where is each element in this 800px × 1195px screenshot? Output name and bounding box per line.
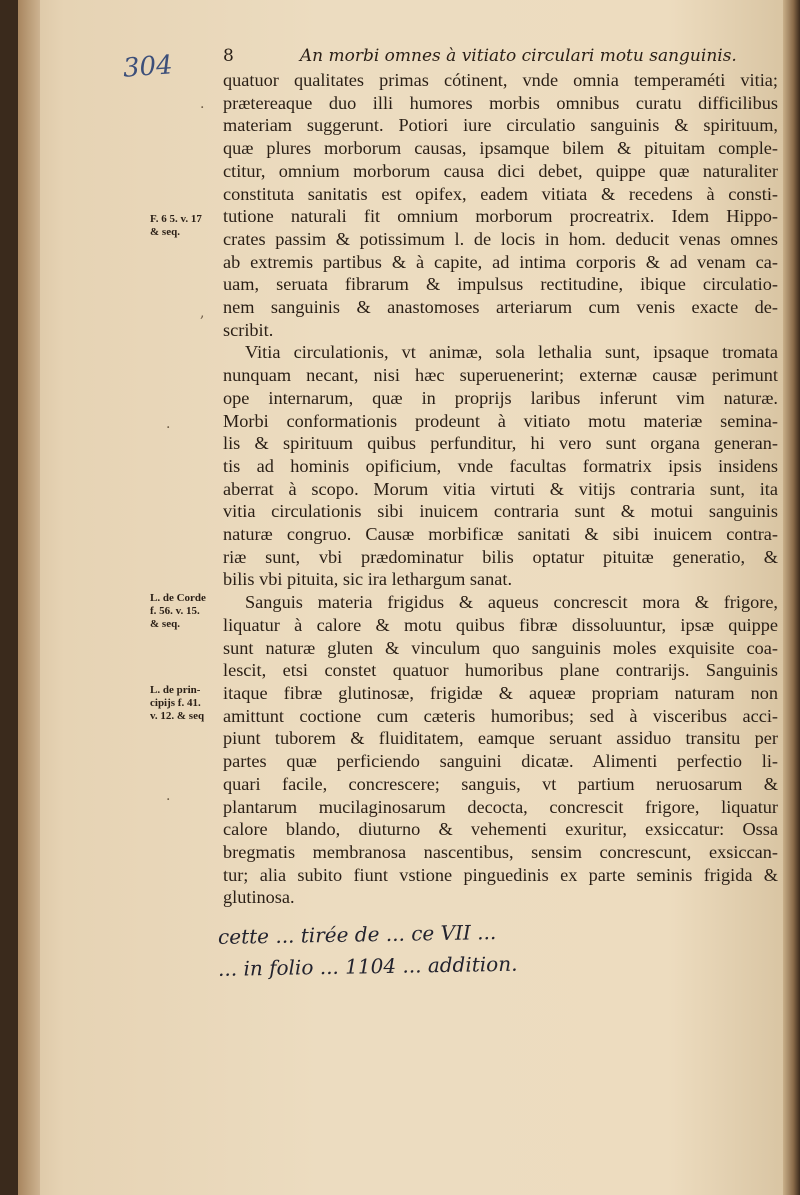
text-line: crates passim & potissimum l. de locis in hom. deducit venas omnes	[223, 228, 778, 249]
stray-mark: ·	[166, 792, 171, 808]
page-number: 8	[223, 46, 234, 66]
running-head	[223, 46, 743, 66]
text-line: scribit.	[223, 319, 274, 340]
text-line: nem sanguinis & anastomoses arteriarum cum venis exacte de-	[223, 297, 778, 318]
book-gutter	[18, 0, 40, 1195]
text-line: glutinosa.	[223, 887, 295, 908]
text-line: liquatur à calore & motu quibus fibræ dissoluuntur, ipsæ quippe	[223, 614, 778, 635]
body-text	[223, 69, 778, 909]
text-line: quæ plures morborum causas, ipsamque bilem & pituitam comple-	[223, 138, 778, 159]
text-line: aberrat à scopo. Morum vitia virtuti & vitijs contraria sunt, ita	[223, 478, 778, 499]
text-line: tutione naturali fit omnium morborum procreatrix. Idem Hippo-	[223, 206, 778, 227]
text-line: calore blando, diuturno & vehementi exuritur, exsiccatur: Ossa	[223, 819, 778, 840]
text-line: sunt naturæ gluten & vinculum quo sanguinis moles exquisite coa-	[223, 637, 778, 658]
text-line: ab extremis partibus & à capite, ad intima corporis & ad venam ca-	[223, 251, 778, 272]
text-line: Morbi conformationis prodeunt à vitiato motu materiæ semina-	[223, 410, 778, 431]
text-line: Sanguis materia frigidus & aqueus concrescit mora & frigore,	[245, 592, 778, 613]
text-line: piunt tuborem & fluiditatem, eamque seruant assiduo transitu per	[223, 728, 778, 749]
text-line: bilis vbi pituita, sic ira lethargum sanat.	[223, 569, 513, 590]
book-page	[18, 0, 783, 1195]
text-line: prætereaque duo illi humores morbis omnibus curatu difficilibus	[223, 92, 778, 113]
running-head-title: An morbi omnes à vitiato circulari motu sanguinis.	[299, 46, 737, 66]
margin-note: L. de prin-	[150, 684, 201, 696]
text-line: tur; alia subito fiunt vstione pinguedinis ex parte seminis frigida &	[223, 864, 778, 885]
margin-note: L. de Corde	[150, 592, 206, 604]
text-line: tis ad hominis opificium, vnde facultas formatrix ipsis insidens	[223, 455, 778, 476]
margin-note: v. 12. & seq	[150, 710, 205, 722]
margin-note: f. 56. v. 15.	[150, 605, 200, 617]
text-line: materiam suggerunt. Potiori iure circulatio sanguinis & spirituum,	[223, 115, 778, 136]
text-line: ctitur, omnium morborum causa dici debet, quippe quæ naturaliter	[223, 160, 778, 181]
text-line: lescit, etsi constet quatuor humoribus plane contrarijs. Sanguinis	[223, 660, 778, 681]
margin-note: & seq.	[150, 618, 180, 630]
text-line: itaque fibræ glutinosæ, frigidæ & aqueæ propriam naturam non	[223, 682, 778, 703]
text-line: lis & spirituum quibus perfunditur, hi vero sunt organa generan-	[223, 433, 778, 454]
text-line: uam, seruata fibrarum & impulsus rectitudine, ibique circulatio-	[223, 274, 778, 295]
stray-mark: ,	[200, 305, 205, 321]
text-line: plantarum mucilaginosarum decocta, concrescit frigore, liquatur	[223, 796, 778, 817]
text-line: vitia circulationis sibi inuicem contraria sunt & motui sanguinis	[223, 501, 778, 522]
margin-note: cipijs f. 41.	[150, 697, 201, 709]
handwritten-annotation-line: ... in folio ... 1104 ... addition.	[217, 951, 518, 981]
margin-note: F. 6 5. v. 17	[150, 213, 202, 225]
stray-mark: ·	[200, 100, 205, 116]
text-line: naturæ congruo. Causæ morbificæ sanitati & sibi inuicem contra-	[223, 524, 778, 545]
text-line: quari facile, concrescere; sanguis, vt partium neruosarum &	[223, 773, 778, 794]
text-line: nunquam necant, nisi hæc superuenerint; externæ causæ perimunt	[223, 365, 778, 386]
text-line: bregmatis membranosa nascentibus, sensim concrescunt, exsiccan-	[223, 841, 778, 862]
text-line: Vitia circulationis, vt animæ, sola lethalia sunt, ipsaque tromata	[245, 342, 778, 363]
page-edge	[783, 0, 800, 1195]
text-line: partes quæ perficiendo sanguini dicatæ. Alimenti perfectio li-	[223, 751, 778, 772]
stray-mark: ·	[166, 420, 171, 436]
margin-note: & seq.	[150, 226, 180, 238]
handwritten-annotation-line: cette ... tirée de ... ce VII ...	[217, 920, 497, 949]
handwritten-folio-number: 304	[122, 50, 174, 84]
text-line: riæ sunt, vbi prædominatur bilis optatur pituitæ generatio, &	[223, 546, 778, 567]
text-line: ope internarum, quæ in proprijs laribus inferunt vim naturæ.	[223, 387, 778, 408]
text-line: quatuor qualitates primas cótinent, vnde omnia temperaméti vitia;	[223, 70, 778, 90]
text-line: constituta sanitatis est opifex, eadem vitiata & recedens à consti-	[223, 183, 778, 204]
text-line: amittunt coctione cum cæteris humoribus; sed à visceribus acci-	[223, 705, 778, 726]
